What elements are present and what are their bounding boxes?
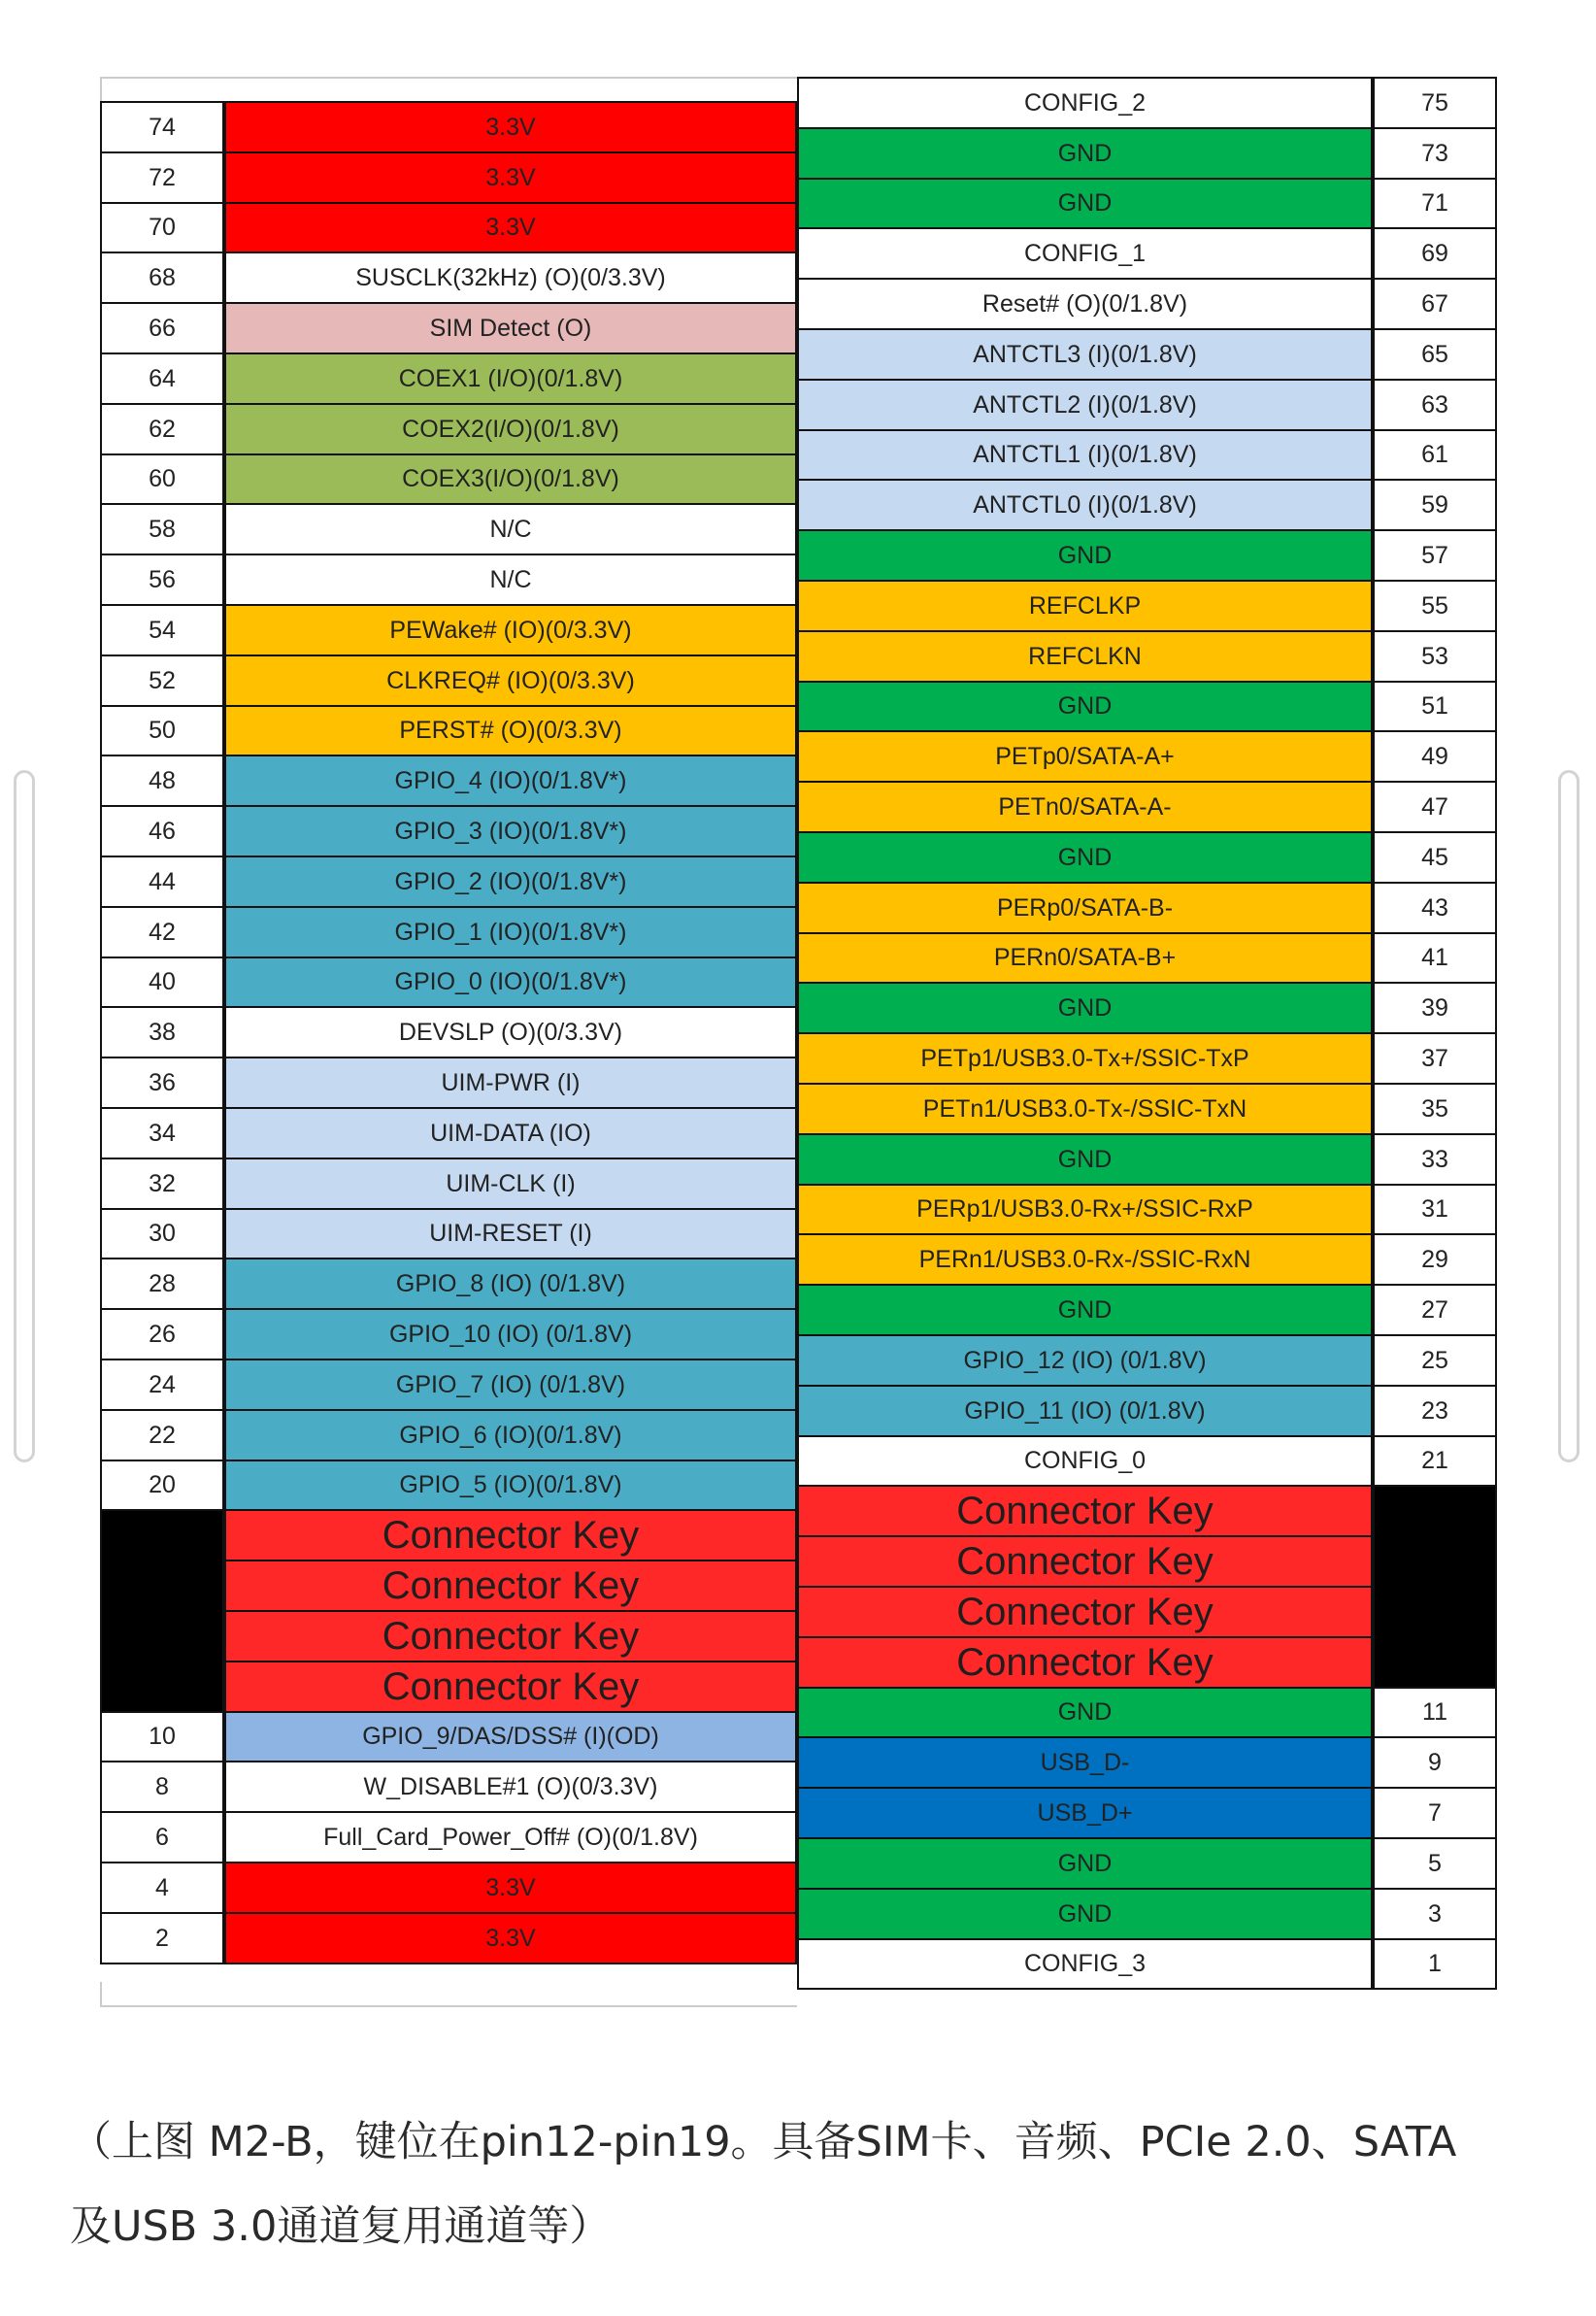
pin-number: 38 [100,1006,224,1058]
pin-number: 74 [100,101,224,153]
pin-number: 22 [100,1409,224,1461]
pin-number: 30 [100,1208,224,1259]
pin-number: 24 [100,1359,224,1411]
signal-cell: W_DISABLE#1 (O)(0/3.3V) [224,1761,797,1813]
caption-line-2: 及USB 3.0通道复用通道等） [70,2202,612,2251]
pin-number: 51 [1373,681,1497,732]
signal-cell: N/C [224,554,797,606]
pin-number: 23 [1373,1385,1497,1437]
pin-number: 64 [100,352,224,405]
signal-cell: GPIO_6 (IO)(0/1.8V) [224,1409,797,1461]
signal-cell: 3.3V [224,1862,797,1914]
signal-cell: COEX1 (I/O)(0/1.8V) [224,352,797,405]
signal-cell: ANTCTL3 (I)(0/1.8V) [797,328,1373,381]
pin-number: 58 [100,503,224,555]
connector-key-cell: Connector Key [797,1485,1373,1537]
pin-number: 27 [1373,1284,1497,1336]
pin-number: 21 [1373,1435,1497,1487]
signal-cell: UIM-DATA (IO) [224,1107,797,1159]
signal-cell: CONFIG_0 [797,1435,1373,1487]
pin-number: 56 [100,554,224,606]
pin-number: 47 [1373,781,1497,833]
signal-cell: GPIO_1 (IO)(0/1.8V*) [224,906,797,958]
key-notch-block [100,1509,224,1713]
signal-cell: CONFIG_2 [797,77,1373,129]
signal-cell: DEVSLP (O)(0/3.3V) [224,1006,797,1058]
pin-number: 35 [1373,1083,1497,1135]
pin-number: 26 [100,1308,224,1360]
signal-cell: PERp1/USB3.0-Rx+/SSIC-RxP [797,1184,1373,1235]
signal-cell: GND [797,831,1373,884]
pin-number: 31 [1373,1184,1497,1235]
key-notch-block [1373,1485,1497,1689]
signal-cell: REFCLKP [797,580,1373,632]
pin-number: 62 [100,403,224,455]
pin-number: 44 [100,856,224,908]
pin-number: 41 [1373,932,1497,984]
signal-cell: PETp0/SATA-A+ [797,730,1373,783]
signal-cell: N/C [224,503,797,555]
pin-number: 71 [1373,178,1497,229]
pin-number: 7 [1373,1787,1497,1839]
signal-cell: GND [797,1888,1373,1940]
pin-number: 20 [100,1460,224,1511]
signal-cell: ANTCTL2 (I)(0/1.8V) [797,379,1373,431]
signal-cell: USB_D+ [797,1787,1373,1839]
signal-cell: GPIO_11 (IO) (0/1.8V) [797,1385,1373,1437]
signal-cell: GPIO_2 (IO)(0/1.8V*) [224,856,797,908]
pin-number: 49 [1373,730,1497,783]
signal-cell: UIM-CLK (I) [224,1158,797,1210]
connector-key-cell: Connector Key [797,1586,1373,1638]
signal-cell: GPIO_5 (IO)(0/1.8V) [224,1460,797,1511]
signal-cell: GPIO_4 (IO)(0/1.8V*) [224,755,797,807]
pin-number: 2 [100,1912,224,1964]
pin-number: 63 [1373,379,1497,431]
signal-cell: PERp0/SATA-B- [797,882,1373,934]
pin-number: 55 [1373,580,1497,632]
pin-number: 28 [100,1258,224,1310]
pin-number: 39 [1373,982,1497,1034]
signal-cell: UIM-PWR (I) [224,1057,797,1109]
pin-number: 72 [100,151,224,204]
connector-key-cell: Connector Key [224,1661,797,1713]
signal-cell: GND [797,1133,1373,1186]
pin-number: 29 [1373,1233,1497,1286]
signal-cell: COEX2(I/O)(0/1.8V) [224,403,797,455]
pin-number: 68 [100,252,224,304]
connector-key-cell: Connector Key [224,1610,797,1662]
signal-cell: PERn1/USB3.0-Rx-/SSIC-RxN [797,1233,1373,1286]
pin-number: 43 [1373,882,1497,934]
signal-cell: 3.3V [224,151,797,204]
signal-cell: 3.3V [224,1912,797,1964]
pin-number: 75 [1373,77,1497,129]
signal-cell: GND [797,1837,1373,1890]
signal-cell: PETp1/USB3.0-Tx+/SSIC-TxP [797,1032,1373,1085]
pin-number: 65 [1373,328,1497,381]
signal-cell: PETn0/SATA-A- [797,781,1373,833]
pin-number: 8 [100,1761,224,1813]
signal-cell: 3.3V [224,202,797,253]
connector-key-cell: Connector Key [224,1509,797,1561]
pin-number: 69 [1373,227,1497,280]
pin-number: 66 [100,302,224,354]
signal-cell: UIM-RESET (I) [224,1208,797,1259]
signal-cell: REFCLKN [797,630,1373,683]
signal-cell: GPIO_10 (IO) (0/1.8V) [224,1308,797,1360]
signal-cell: GND [797,982,1373,1034]
pin-number: 45 [1373,831,1497,884]
left-scroll-handle[interactable] [14,770,35,1462]
signal-cell: GPIO_8 (IO) (0/1.8V) [224,1258,797,1310]
signal-cell: USB_D- [797,1736,1373,1789]
pin-number: 46 [100,805,224,857]
pin-number: 36 [100,1057,224,1109]
pin-number: 61 [1373,429,1497,481]
pin-number: 32 [100,1158,224,1210]
pin-number: 60 [100,453,224,505]
pin-number: 42 [100,906,224,958]
pin-number: 40 [100,957,224,1008]
signal-cell: GND [797,1687,1373,1738]
pin-number: 50 [100,705,224,756]
right-scroll-handle[interactable] [1558,770,1579,1462]
caption-line-1: （上图 M2-B，键位在pin12-pin19。具备SIM卡、音频、PCIe 2.0、SATA [70,2118,1457,2166]
signal-cell: GPIO_0 (IO)(0/1.8V*) [224,957,797,1008]
signal-cell: GND [797,1284,1373,1336]
signal-cell: GND [797,178,1373,229]
pin-number: 48 [100,755,224,807]
pin-number: 9 [1373,1736,1497,1789]
pin-number: 6 [100,1811,224,1863]
signal-cell: Full_Card_Power_Off# (O)(0/1.8V) [224,1811,797,1863]
signal-cell: PERn0/SATA-B+ [797,932,1373,984]
pin-number: 1 [1373,1938,1497,1990]
pin-number: 4 [100,1862,224,1914]
signal-cell: 3.3V [224,101,797,153]
pin-number: 11 [1373,1687,1497,1738]
connector-key-cell: Connector Key [797,1535,1373,1588]
pin-number: 34 [100,1107,224,1159]
pin-number: 5 [1373,1837,1497,1890]
table-frame-top [100,77,797,101]
signal-cell: CONFIG_1 [797,227,1373,280]
signal-cell: Reset# (O)(0/1.8V) [797,278,1373,330]
pin-number: 53 [1373,630,1497,683]
signal-cell: ANTCTL0 (I)(0/1.8V) [797,479,1373,531]
pin-number: 59 [1373,479,1497,531]
signal-cell: GPIO_9/DAS/DSS# (I)(OD) [224,1711,797,1762]
caption [70,2100,1546,2269]
signal-cell: COEX3(I/O)(0/1.8V) [224,453,797,505]
pin-number: 67 [1373,278,1497,330]
signal-cell: SUSCLK(32kHz) (O)(0/3.3V) [224,252,797,304]
pin-number: 70 [100,202,224,253]
signal-cell: GND [797,529,1373,582]
pin-number: 37 [1373,1032,1497,1085]
signal-cell: GPIO_3 (IO)(0/1.8V*) [224,805,797,857]
pin-number: 52 [100,655,224,707]
pin-number: 3 [1373,1888,1497,1940]
signal-cell: PETn1/USB3.0-Tx-/SSIC-TxN [797,1083,1373,1135]
pin-number: 25 [1373,1334,1497,1387]
pin-number: 73 [1373,127,1497,180]
signal-cell: SIM Detect (O) [224,302,797,354]
pin-number: 54 [100,604,224,656]
table-frame-bottom [100,1982,797,2007]
signal-cell: GND [797,127,1373,180]
signal-cell: CLKREQ# (IO)(0/3.3V) [224,655,797,707]
signal-cell: GPIO_7 (IO) (0/1.8V) [224,1359,797,1411]
signal-cell: ANTCTL1 (I)(0/1.8V) [797,429,1373,481]
pin-number: 10 [100,1711,224,1762]
pin-number: 33 [1373,1133,1497,1186]
signal-cell: GND [797,681,1373,732]
signal-cell: PEWake# (IO)(0/3.3V) [224,604,797,656]
signal-cell: PERST# (O)(0/3.3V) [224,705,797,756]
connector-key-cell: Connector Key [224,1560,797,1612]
signal-cell: CONFIG_3 [797,1938,1373,1990]
pin-number: 57 [1373,529,1497,582]
signal-cell: GPIO_12 (IO) (0/1.8V) [797,1334,1373,1387]
connector-key-cell: Connector Key [797,1636,1373,1689]
